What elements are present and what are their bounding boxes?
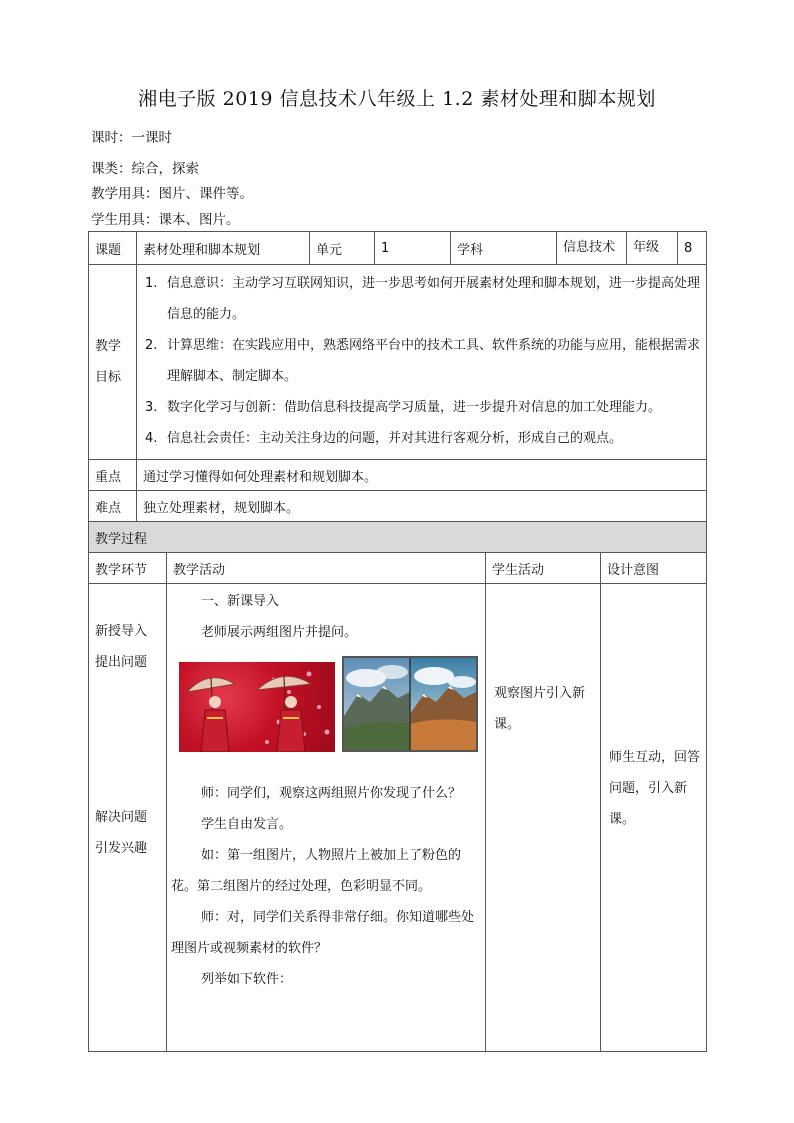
activity-line1: 老师展示两组图片并提问。	[201, 625, 358, 640]
goal-item	[145, 268, 700, 330]
unit-value: 1	[375, 232, 451, 265]
stage-2b: 引发兴趣	[95, 841, 148, 856]
process-header-row	[89, 522, 707, 553]
kimono-umbrella-photo	[179, 662, 335, 752]
activity-line4: 如：第一组图片，人物照片上被加上了粉色的花。第二组图片的经过处理，色彩明显不同。	[171, 848, 462, 894]
difficulty-label: 难点	[89, 491, 137, 522]
student-tools: 学生用具：课本、图片。	[91, 212, 240, 228]
col-student: 学生活动	[486, 553, 601, 584]
goal-text: 信息意识：主动学习互联网知识，进一步思考如何开展素材处理和脚本规划，进一步提高处理信息的能力。	[167, 276, 701, 322]
photo-group	[171, 662, 481, 760]
goals-list	[137, 265, 707, 460]
subject-grade-cell	[557, 232, 707, 265]
activity-line3: 学生自由发言。	[201, 817, 293, 832]
process-row	[89, 584, 707, 1052]
goals-label	[89, 265, 137, 460]
lesson-plan-table	[88, 231, 707, 1052]
topic-value: 素材处理和脚本规划	[137, 232, 310, 265]
grade-label: 年级	[627, 232, 678, 264]
goal-item	[145, 423, 700, 454]
activity-line6: 列举如下软件：	[201, 972, 293, 987]
goal-item	[145, 330, 700, 392]
class-type: 课类：综合，探索	[91, 161, 199, 177]
stage-1a: 新授导入	[95, 624, 148, 639]
stage-cell	[89, 584, 167, 1052]
design-intent: 师生互动，回答问题，引入新课。	[609, 750, 701, 827]
stage-2a: 解决问题	[95, 810, 148, 825]
difficulty-value: 独立处理素材，规划脚本。	[137, 491, 707, 522]
teaching-tools: 教学用具：图片、课件等。	[91, 186, 253, 202]
page-title: 湘电子版 2019 信息技术八年级上 1.2 素材处理和脚本规划	[138, 88, 656, 110]
col-activity: 教学活动	[167, 553, 486, 584]
info-row	[89, 232, 707, 265]
stage-1b: 提出问题	[95, 655, 148, 670]
activity-line5: 师：对，同学们关系得非常仔细。你知道哪些处理图片或视频素材的软件？	[171, 910, 475, 956]
col-intent: 设计意图	[601, 553, 707, 584]
key-value: 通过学习懂得如何处理素材和规划脚本。	[137, 460, 707, 491]
key-point-row	[89, 460, 707, 491]
col-stage: 教学环节	[89, 553, 167, 584]
goal-num: 3.	[145, 400, 158, 415]
subject-label: 学科	[451, 232, 557, 265]
activity-section: 一、新课导入	[201, 594, 280, 609]
goal-item	[145, 392, 700, 423]
design-intent-cell	[601, 584, 707, 1052]
unit-label: 单元	[310, 232, 375, 265]
subject-value: 信息技术	[557, 232, 627, 264]
mountain-landscape-photo	[342, 656, 478, 752]
goal-num: 2.	[145, 338, 158, 353]
goal-num: 4.	[145, 431, 158, 446]
mountain-landscape-photo-art	[344, 658, 476, 750]
topic-label: 课题	[89, 232, 137, 265]
difficulty-row	[89, 491, 707, 522]
key-label: 重点	[89, 460, 137, 491]
process-columns-row	[89, 553, 707, 584]
activity-line2: 师：同学们，观察这两组照片你发现了什么？	[201, 786, 462, 801]
goal-text: 计算思维：在实践应用中，熟悉网络平台中的技术工具、软件系统的功能与应用，能根据需求理解脚本、制定脚本。	[167, 338, 701, 384]
student-activity: 观察图片引入新课。	[494, 686, 586, 732]
kimono-umbrella-photo-art	[179, 662, 335, 752]
student-activity-cell	[486, 584, 601, 1052]
goals-label-line2: 目标	[95, 370, 122, 385]
goals-label-line1: 教学	[95, 339, 122, 354]
activity-cell	[167, 584, 486, 1052]
class-hours: 课时：一课时	[91, 130, 172, 146]
grade-value: 8	[684, 240, 693, 256]
goal-text: 数字化学习与创新：借助信息科技提高学习质量，进一步提升对信息的加工处理能力。	[167, 400, 662, 415]
process-header: 教学过程	[89, 522, 707, 553]
goal-num: 1.	[145, 276, 158, 291]
goals-row	[89, 265, 707, 460]
goal-text: 信息社会责任：主动关注身边的问题，并对其进行客观分析，形成自己的观点。	[167, 431, 623, 446]
